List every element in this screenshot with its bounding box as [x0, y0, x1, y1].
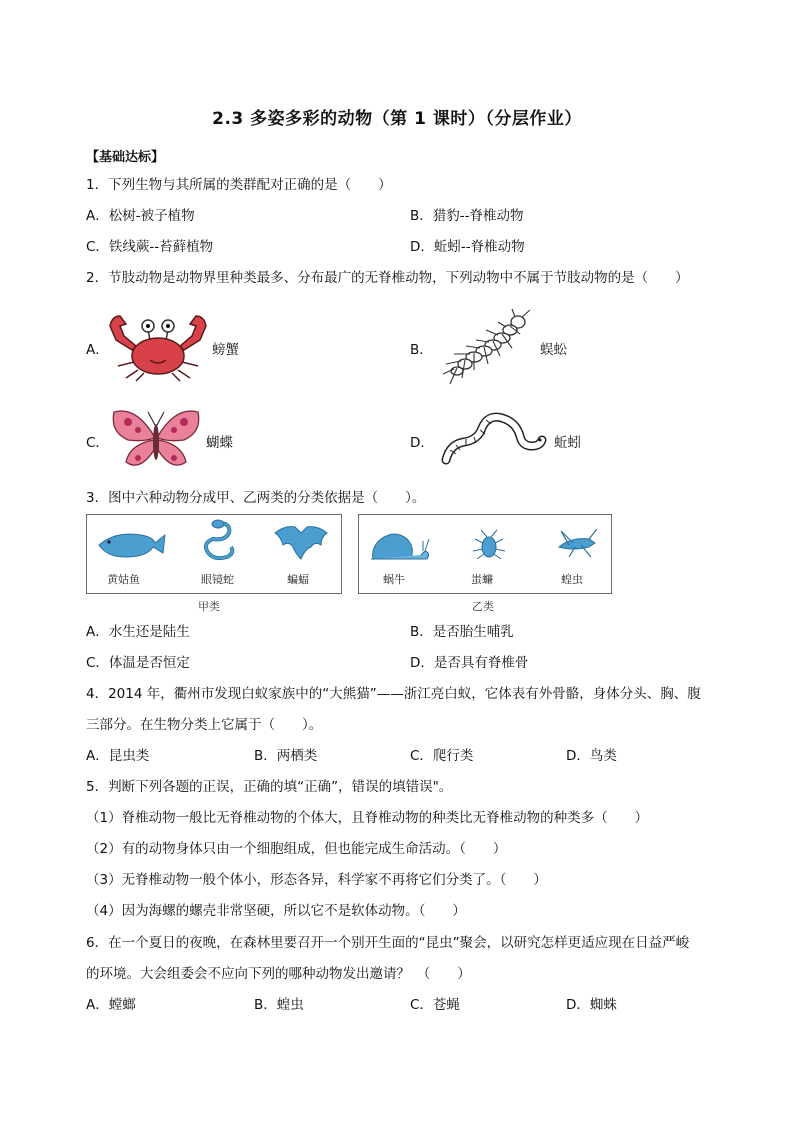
group-a-caption: 甲类: [198, 600, 220, 613]
q1-option-d[interactable]: D．蚯蚓--脊椎动物: [410, 239, 525, 255]
q2-option-c-letter[interactable]: C．: [86, 435, 109, 451]
locust-icon: [555, 525, 599, 561]
fish-icon: [95, 527, 167, 561]
crab-icon: [104, 310, 212, 382]
group-a-panel: [86, 514, 342, 594]
q2-option-a-letter[interactable]: A．: [86, 342, 109, 358]
q5-statement-4[interactable]: （4）因为海螺的螺壳非常坚硬，所以它不是软体动物。（ ）: [86, 903, 466, 919]
q1-option-c[interactable]: C．铁线蕨--苔藓植物: [86, 239, 214, 255]
q4-stem-line2: 三部分。在生物分类上它属于（ ）。: [86, 717, 323, 733]
butterfly-icon: [108, 406, 204, 474]
q1-option-b[interactable]: B．猎豹--脊椎动物: [410, 208, 524, 224]
q1-option-a[interactable]: A．松树-被子植物: [86, 208, 195, 224]
q4-option-d[interactable]: D．鸟类: [566, 748, 617, 764]
group-b-panel: [358, 514, 612, 594]
q4-option-c[interactable]: C．爬行类: [410, 748, 474, 764]
animal-label: 蜗牛: [383, 573, 405, 586]
q6-option-d[interactable]: D．蜘蛛: [566, 997, 617, 1013]
q2-option-b-name: 蜈蚣: [540, 342, 567, 358]
q5-statement-3[interactable]: （3）无脊椎动物一般个体小，形态各异，科学家不再将它们分类了。（ ）: [86, 872, 547, 888]
group-b-caption: 乙类: [472, 600, 494, 613]
q4-option-a[interactable]: A．昆虫类: [86, 748, 150, 764]
q2-option-c-name: 蝴蝶: [206, 435, 233, 451]
animal-label: 蚩蠊: [471, 573, 493, 586]
animal-label: 眼镜蛇: [201, 573, 234, 586]
q4-stem-line1: 4．2014 年，衢州市发现白蚁家族中的“大熊猫”——浙江亮白蚁，它体表有外骨骼，身体分头、胸、腹: [86, 686, 701, 702]
q2-stem: 2．节肢动物是动物界里种类最多、分布最广的无脊椎动物，下列动物中不属于节肢动物的是（ ）: [86, 270, 689, 286]
q3-option-c[interactable]: C．体温是否恒定: [86, 655, 190, 671]
section-heading: 【基础达标】: [86, 150, 165, 165]
q5-statement-1[interactable]: （1）脊椎动物一般比无脊椎动物的个体大，且脊椎动物的种类比无脊椎动物的种类多（ ）: [86, 810, 649, 826]
q1-stem: 1．下列生物与其所属的类群配对正确的是（ ）: [86, 177, 392, 193]
bat-icon: [273, 523, 329, 561]
q2-option-b-letter[interactable]: B．: [410, 342, 433, 358]
q2-option-a-name: 螃蟹: [212, 342, 239, 358]
earthworm-icon: [436, 410, 548, 468]
snail-icon: [367, 525, 433, 563]
animal-label: 蝙蝠: [287, 573, 309, 586]
q6-stem-line1: 6．在一个夏日的夜晚，在森林里要召开一个别开生面的“昆虫”聚会，以研究怎样更适应现在日益严峻: [86, 935, 690, 951]
q4-option-b[interactable]: B．两栖类: [254, 748, 318, 764]
q3-option-d[interactable]: D．是否具有脊椎骨: [410, 655, 529, 671]
page-title: 2.3 多姿多彩的动物（第 1 课时）（分层作业）: [212, 109, 582, 129]
q6-option-b[interactable]: B．蝗虫: [254, 997, 304, 1013]
q6-stem-line2: 的环境。大会组委会不应向下列的哪种动物发出邀请？ （ ）: [86, 966, 471, 982]
animal-label: 黄姑鱼: [107, 573, 140, 586]
q5-statement-2[interactable]: （2）有的动物身体只由一个细胞组成，但也能完成生命活动。（ ）: [86, 841, 507, 857]
q6-option-c[interactable]: C．苍蝇: [410, 997, 460, 1013]
q5-stem: 5．判断下列各题的正误，正确的填“正确”，错误的填错误"。: [86, 779, 453, 795]
animal-label: 蝗虫: [561, 573, 583, 586]
centipede-icon: [440, 308, 536, 394]
q3-option-b[interactable]: B．是否胎生哺乳: [410, 624, 514, 640]
q3-option-a[interactable]: A．水生还是陆生: [86, 624, 190, 640]
q2-option-d-letter[interactable]: D．: [410, 435, 434, 451]
q2-option-d-name: 蚯蚓: [554, 435, 581, 451]
q6-option-a[interactable]: A．螳螂: [86, 997, 136, 1013]
cockroach-icon: [471, 529, 507, 559]
q3-stem: 3．图中六种动物分成甲、乙两类的分类依据是（ ）。: [86, 490, 426, 506]
snake-icon: [199, 519, 239, 563]
